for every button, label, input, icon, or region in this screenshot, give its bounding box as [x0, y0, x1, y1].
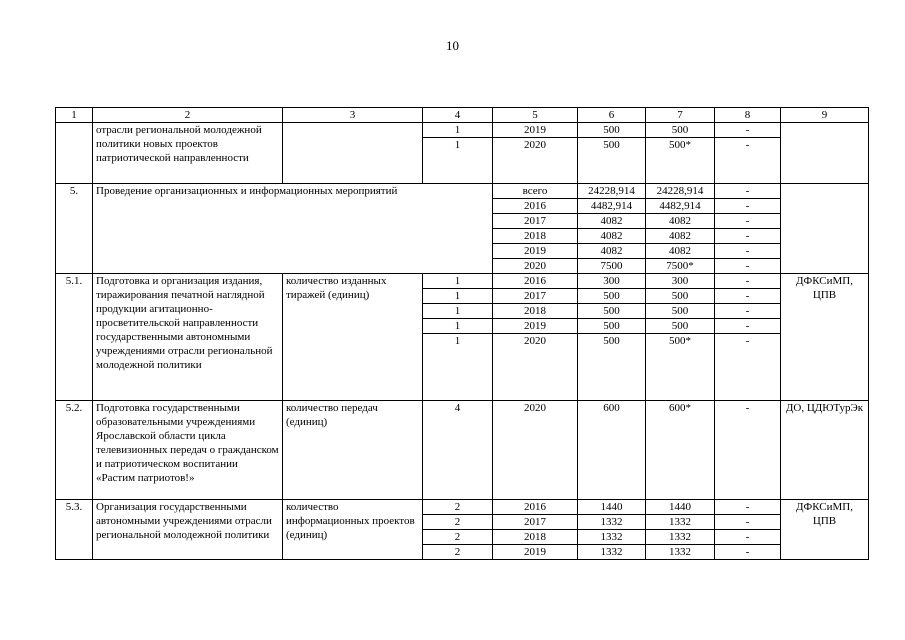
- quantity-cell: 1: [423, 274, 493, 289]
- table-row: [56, 401, 869, 500]
- header-cell: 2: [93, 108, 283, 123]
- value-cell: 4082: [646, 229, 715, 244]
- year-cell: 2019: [493, 123, 578, 138]
- row-number: 5.2.: [56, 401, 93, 500]
- measure-description: Подготовка и организация издания, тиражирования печатной наглядной продукции агитационно-просветительской направленности государственными автономными учреждениями отрасли региональной молодежной политики: [93, 274, 283, 401]
- year-cell: 2016: [493, 500, 578, 515]
- value-cell: -: [715, 123, 781, 138]
- table-row: [56, 184, 869, 199]
- header-cell: 4: [423, 108, 493, 123]
- value-cell: 4082: [578, 229, 646, 244]
- value-cell: 24228,914: [578, 184, 646, 199]
- measure-description: Организация государственными автономными учреждениями отрасли региональной молодежной политики: [93, 500, 283, 560]
- value-cell: -: [715, 545, 781, 560]
- value-cell: -: [715, 304, 781, 319]
- indicator-cell: количество передач (единиц): [283, 401, 423, 500]
- quantity-cell: 1: [423, 304, 493, 319]
- value-cell: 600*: [646, 401, 715, 500]
- header-row: [56, 108, 869, 123]
- value-cell: 300: [578, 274, 646, 289]
- executor-cell: ДФКСиМП, ЦПВ: [781, 500, 869, 560]
- year-cell: 2020: [493, 138, 578, 184]
- indicator-cell: [283, 123, 423, 184]
- table-row: [56, 500, 869, 515]
- value-cell: 1440: [646, 500, 715, 515]
- value-cell: 24228,914: [646, 184, 715, 199]
- quantity-cell: 1: [423, 334, 493, 401]
- value-cell: -: [715, 500, 781, 515]
- value-cell: 1332: [578, 515, 646, 530]
- value-cell: 500: [646, 304, 715, 319]
- year-cell: всего: [493, 184, 578, 199]
- value-cell: -: [715, 319, 781, 334]
- row-number: [56, 123, 93, 184]
- header-cell: 1: [56, 108, 93, 123]
- header-cell: 6: [578, 108, 646, 123]
- value-cell: 4482,914: [578, 199, 646, 214]
- year-cell: 2018: [493, 229, 578, 244]
- indicator-cell: количество информационных проектов (единиц): [283, 500, 423, 560]
- value-cell: 500: [578, 123, 646, 138]
- value-cell: -: [715, 244, 781, 259]
- year-cell: 2017: [493, 289, 578, 304]
- value-cell: -: [715, 530, 781, 545]
- value-cell: 500: [578, 138, 646, 184]
- value-cell: 500: [578, 289, 646, 304]
- measure-description: отрасли региональной молодежной политики новых проектов патриотической направленности: [93, 123, 283, 184]
- quantity-cell: 1: [423, 319, 493, 334]
- value-cell: 500: [646, 319, 715, 334]
- value-cell: 300: [646, 274, 715, 289]
- value-cell: -: [715, 229, 781, 244]
- value-cell: -: [715, 199, 781, 214]
- row-number: 5.1.: [56, 274, 93, 401]
- value-cell: 500: [646, 289, 715, 304]
- value-cell: 1332: [578, 530, 646, 545]
- header-cell: 8: [715, 108, 781, 123]
- value-cell: 4082: [578, 244, 646, 259]
- value-cell: 4082: [578, 214, 646, 229]
- year-cell: 2019: [493, 319, 578, 334]
- year-cell: 2020: [493, 334, 578, 401]
- quantity-cell: 1: [423, 289, 493, 304]
- value-cell: -: [715, 214, 781, 229]
- value-cell: -: [715, 334, 781, 401]
- quantity-cell: 4: [423, 401, 493, 500]
- value-cell: 500: [646, 123, 715, 138]
- year-cell: 2020: [493, 259, 578, 274]
- section-title: Проведение организационных и информационных мероприятий: [93, 184, 493, 274]
- header-cell: 5: [493, 108, 578, 123]
- value-cell: 7500*: [646, 259, 715, 274]
- value-cell: 7500: [578, 259, 646, 274]
- table-row: [56, 123, 869, 138]
- value-cell: 600: [578, 401, 646, 500]
- row-number: 5.: [56, 184, 93, 274]
- value-cell: 4082: [646, 244, 715, 259]
- value-cell: 4082: [646, 214, 715, 229]
- quantity-cell: 2: [423, 530, 493, 545]
- value-cell: 500*: [646, 334, 715, 401]
- page-number: 10: [446, 38, 459, 53]
- value-cell: -: [715, 138, 781, 184]
- value-cell: 1332: [646, 530, 715, 545]
- value-cell: -: [715, 259, 781, 274]
- value-cell: 500: [578, 319, 646, 334]
- value-cell: 4482,914: [646, 199, 715, 214]
- value-cell: -: [715, 289, 781, 304]
- quantity-cell: 1: [423, 138, 493, 184]
- year-cell: 2016: [493, 274, 578, 289]
- header-cell: 3: [283, 108, 423, 123]
- value-cell: -: [715, 515, 781, 530]
- row-number: 5.3.: [56, 500, 93, 560]
- year-cell: 2019: [493, 244, 578, 259]
- value-cell: 500: [578, 334, 646, 401]
- quantity-cell: 2: [423, 515, 493, 530]
- value-cell: -: [715, 274, 781, 289]
- value-cell: 1332: [578, 545, 646, 560]
- table-row: [56, 274, 869, 289]
- executor-cell: ДФКСиМП, ЦПВ: [781, 274, 869, 401]
- value-cell: -: [715, 401, 781, 500]
- year-cell: 2018: [493, 530, 578, 545]
- year-cell: 2019: [493, 545, 578, 560]
- year-cell: 2018: [493, 304, 578, 319]
- executor-cell: ДО, ЦДЮТурЭк: [781, 401, 869, 500]
- quantity-cell: 2: [423, 500, 493, 515]
- value-cell: 500*: [646, 138, 715, 184]
- value-cell: 1440: [578, 500, 646, 515]
- executor-cell: [781, 184, 869, 274]
- indicator-cell: количество изданных тиражей (единиц): [283, 274, 423, 401]
- value-cell: 500: [578, 304, 646, 319]
- year-cell: 2017: [493, 214, 578, 229]
- measure-description: Подготовка государственными образовательными учреждениями Ярославской области цикла телевизионных передач о гражданском и патриотическом воспитании «Растим патриотов!»: [93, 401, 283, 500]
- quantity-cell: 1: [423, 123, 493, 138]
- header-cell: 7: [646, 108, 715, 123]
- header-cell: 9: [781, 108, 869, 123]
- quantity-cell: 2: [423, 545, 493, 560]
- value-cell: 1332: [646, 545, 715, 560]
- year-cell: 2017: [493, 515, 578, 530]
- executor-cell: [781, 123, 869, 184]
- year-cell: 2016: [493, 199, 578, 214]
- year-cell: 2020: [493, 401, 578, 500]
- program-table: [55, 107, 869, 560]
- value-cell: -: [715, 184, 781, 199]
- value-cell: 1332: [646, 515, 715, 530]
